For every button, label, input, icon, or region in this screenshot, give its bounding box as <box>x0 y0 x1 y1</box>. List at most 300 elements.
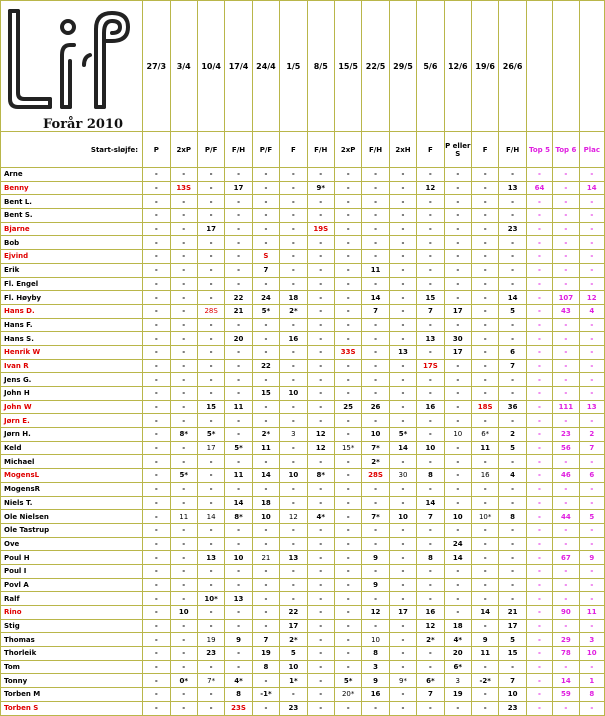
score-cell: - <box>225 168 252 182</box>
table-row <box>1 551 605 565</box>
score-cell: 16 <box>471 469 498 483</box>
score-cell: 18 <box>280 291 307 305</box>
score-cell: - <box>389 263 416 277</box>
score-cell: - <box>444 209 471 223</box>
summary-cell: - <box>553 387 579 401</box>
score-cell: - <box>471 373 498 387</box>
score-cell: - <box>280 277 307 291</box>
score-cell: - <box>444 414 471 428</box>
table-row <box>1 277 605 291</box>
score-cell: - <box>471 551 498 565</box>
score-cell: - <box>389 387 416 401</box>
table-row <box>1 359 605 373</box>
score-cell: - <box>499 195 526 209</box>
score-cell: - <box>307 263 334 277</box>
date-header: 3/4 <box>170 1 197 132</box>
summary-cell: - <box>579 619 604 633</box>
loop-header: F <box>280 132 307 168</box>
summary-cell: - <box>526 332 552 346</box>
score-cell: 11 <box>471 647 498 661</box>
score-cell: 17 <box>197 222 224 236</box>
loop-header: F/H <box>225 132 252 168</box>
score-cell: - <box>499 318 526 332</box>
score-cell: - <box>389 195 416 209</box>
score-cell: - <box>362 523 389 537</box>
participant-name: Arne <box>1 168 143 182</box>
score-cell: 13 <box>389 345 416 359</box>
score-cell: - <box>307 400 334 414</box>
summary-cell: - <box>526 564 552 578</box>
participant-name: Jens G. <box>1 373 143 387</box>
score-cell: - <box>334 209 361 223</box>
score-cell: 12 <box>417 619 444 633</box>
score-cell: 4* <box>307 510 334 524</box>
summary-cell: 56 <box>553 441 579 455</box>
score-cell: - <box>252 373 279 387</box>
score-cell: 5* <box>170 469 197 483</box>
score-cell: - <box>499 537 526 551</box>
score-cell: 21 <box>225 304 252 318</box>
score-cell: - <box>280 181 307 195</box>
loop-header: P/F <box>252 132 279 168</box>
score-cell: - <box>389 332 416 346</box>
score-cell: 13 <box>225 592 252 606</box>
participant-name: Michael <box>1 455 143 469</box>
score-cell: 2* <box>280 304 307 318</box>
summary-header-spacer <box>579 1 604 132</box>
score-cell: - <box>280 400 307 414</box>
score-cell: - <box>334 537 361 551</box>
score-cell: - <box>143 181 170 195</box>
participant-name: Jørn E. <box>1 414 143 428</box>
score-cell: - <box>197 482 224 496</box>
score-cell: - <box>389 537 416 551</box>
summary-cell: - <box>526 359 552 373</box>
score-cell: - <box>170 414 197 428</box>
score-cell: 10 <box>280 469 307 483</box>
score-cell: - <box>444 168 471 182</box>
score-cell: 7 <box>417 510 444 524</box>
score-cell: - <box>471 688 498 702</box>
participant-name: Ole Nielsen <box>1 510 143 524</box>
score-cell: 19S <box>307 222 334 236</box>
summary-cell: 46 <box>553 469 579 483</box>
summary-cell: 64 <box>526 181 552 195</box>
summary-header: Plac <box>579 132 604 168</box>
date-header: 19/6 <box>471 1 498 132</box>
summary-cell: - <box>553 373 579 387</box>
summary-cell: - <box>526 387 552 401</box>
score-cell: 5* <box>225 441 252 455</box>
loop-header: F/H <box>307 132 334 168</box>
score-cell: 10 <box>362 428 389 442</box>
score-cell: - <box>170 291 197 305</box>
summary-cell: 78 <box>553 647 579 661</box>
score-cell: 9* <box>307 181 334 195</box>
score-cell: - <box>444 250 471 264</box>
score-cell: - <box>225 387 252 401</box>
score-cell: - <box>143 578 170 592</box>
summary-cell: - <box>579 277 604 291</box>
score-cell: 22 <box>280 606 307 620</box>
score-cell: - <box>417 318 444 332</box>
score-cell: - <box>280 373 307 387</box>
table-row <box>1 619 605 633</box>
score-cell: - <box>499 578 526 592</box>
score-cell: - <box>170 250 197 264</box>
score-cell: - <box>417 195 444 209</box>
score-cell: - <box>170 277 197 291</box>
summary-cell: 111 <box>553 400 579 414</box>
score-cell: - <box>252 318 279 332</box>
score-cell: 7 <box>499 359 526 373</box>
score-cell: - <box>197 606 224 620</box>
score-cell: - <box>225 277 252 291</box>
score-cell: - <box>280 523 307 537</box>
table-row <box>1 688 605 702</box>
summary-cell: - <box>553 250 579 264</box>
score-cell: 14 <box>499 291 526 305</box>
summary-cell: - <box>526 496 552 510</box>
score-cell: - <box>170 263 197 277</box>
score-cell: 17 <box>225 181 252 195</box>
score-cell: 10 <box>170 606 197 620</box>
participant-name: Ejvind <box>1 250 143 264</box>
summary-cell: - <box>553 195 579 209</box>
score-cell: - <box>334 304 361 318</box>
score-cell: - <box>252 209 279 223</box>
score-cell: - <box>307 414 334 428</box>
score-cell: - <box>307 537 334 551</box>
score-cell: - <box>280 236 307 250</box>
score-cell: - <box>280 414 307 428</box>
score-cell: - <box>444 578 471 592</box>
score-cell: - <box>143 496 170 510</box>
score-cell: - <box>499 277 526 291</box>
score-cell: - <box>334 496 361 510</box>
score-cell: - <box>471 181 498 195</box>
club-logo <box>4 5 138 113</box>
score-cell: - <box>225 263 252 277</box>
score-cell: - <box>334 291 361 305</box>
score-cell: 15 <box>417 291 444 305</box>
score-cell: - <box>362 619 389 633</box>
summary-cell: - <box>526 195 552 209</box>
score-cell: - <box>389 222 416 236</box>
score-cell: - <box>334 510 361 524</box>
participant-name: Jørn H. <box>1 428 143 442</box>
score-cell: - <box>170 592 197 606</box>
date-header: 27/3 <box>143 1 170 132</box>
score-cell: - <box>225 250 252 264</box>
score-cell: - <box>417 387 444 401</box>
score-cell: - <box>307 701 334 715</box>
score-cell: - <box>307 496 334 510</box>
score-cell: - <box>143 168 170 182</box>
score-cell: - <box>471 387 498 401</box>
participant-name: Hans S. <box>1 332 143 346</box>
summary-cell: 4 <box>579 304 604 318</box>
score-cell: - <box>307 619 334 633</box>
score-cell: 11 <box>225 400 252 414</box>
summary-cell: - <box>526 428 552 442</box>
score-cell: - <box>389 551 416 565</box>
score-cell: - <box>444 195 471 209</box>
summary-cell: - <box>526 674 552 688</box>
score-cell: 16 <box>417 606 444 620</box>
score-cell: - <box>334 195 361 209</box>
score-cell: - <box>334 551 361 565</box>
summary-cell: - <box>526 482 552 496</box>
score-cell: - <box>417 345 444 359</box>
start-loop-label: Start-sløjfe: <box>1 132 143 168</box>
score-cell: - <box>499 263 526 277</box>
score-cell: 11 <box>362 263 389 277</box>
score-cell: - <box>170 359 197 373</box>
score-cell: - <box>280 168 307 182</box>
score-cell: - <box>444 263 471 277</box>
summary-cell: - <box>579 496 604 510</box>
participant-name: Poul H <box>1 551 143 565</box>
score-cell: 5 <box>499 441 526 455</box>
score-cell: - <box>252 592 279 606</box>
score-cell: - <box>362 318 389 332</box>
score-cell: -1* <box>252 688 279 702</box>
summary-header-spacer <box>526 1 552 132</box>
summary-cell: 59 <box>553 688 579 702</box>
score-cell: - <box>334 619 361 633</box>
score-cell: - <box>143 277 170 291</box>
table-row <box>1 414 605 428</box>
summary-cell: - <box>526 647 552 661</box>
summary-cell: - <box>553 332 579 346</box>
score-cell: - <box>444 318 471 332</box>
score-cell: 10 <box>225 551 252 565</box>
score-cell: - <box>170 633 197 647</box>
score-cell: - <box>389 291 416 305</box>
score-cell: 23 <box>499 222 526 236</box>
summary-header-spacer <box>553 1 579 132</box>
score-cell: - <box>143 660 170 674</box>
score-cell: - <box>471 496 498 510</box>
summary-cell: - <box>579 222 604 236</box>
score-cell: - <box>444 496 471 510</box>
participant-name: Thorleik <box>1 647 143 661</box>
score-cell: - <box>143 482 170 496</box>
score-cell: - <box>197 701 224 715</box>
results-body <box>1 168 605 716</box>
score-cell: - <box>499 168 526 182</box>
score-cell: - <box>225 195 252 209</box>
score-cell: - <box>417 701 444 715</box>
table-row <box>1 606 605 620</box>
score-cell: - <box>170 455 197 469</box>
score-cell: - <box>334 633 361 647</box>
score-cell: - <box>307 373 334 387</box>
score-cell: - <box>417 263 444 277</box>
score-cell: - <box>471 291 498 305</box>
score-cell: 2* <box>280 633 307 647</box>
score-cell: - <box>170 168 197 182</box>
score-cell: - <box>389 633 416 647</box>
score-cell: - <box>197 195 224 209</box>
summary-cell: - <box>526 236 552 250</box>
score-cell: - <box>252 619 279 633</box>
score-cell: - <box>197 537 224 551</box>
score-cell: - <box>334 660 361 674</box>
table-row <box>1 263 605 277</box>
score-cell: 5* <box>389 428 416 442</box>
score-cell: - <box>334 523 361 537</box>
score-cell: 5* <box>252 304 279 318</box>
score-cell: - <box>471 277 498 291</box>
table-row <box>1 523 605 537</box>
score-cell: - <box>252 332 279 346</box>
summary-cell: - <box>553 414 579 428</box>
score-cell: - <box>307 674 334 688</box>
score-cell: - <box>334 181 361 195</box>
score-cell: - <box>280 209 307 223</box>
score-cell: 21 <box>499 606 526 620</box>
score-cell: - <box>499 564 526 578</box>
score-cell: - <box>389 592 416 606</box>
score-cell: - <box>280 578 307 592</box>
summary-cell: - <box>526 291 552 305</box>
table-row <box>1 592 605 606</box>
score-cell: - <box>389 688 416 702</box>
score-cell: - <box>170 551 197 565</box>
summary-cell: - <box>553 660 579 674</box>
score-cell: - <box>444 359 471 373</box>
score-cell: - <box>197 660 224 674</box>
score-cell: - <box>197 359 224 373</box>
score-cell: - <box>444 606 471 620</box>
summary-cell: - <box>553 209 579 223</box>
score-cell: - <box>334 359 361 373</box>
score-cell: - <box>252 277 279 291</box>
summary-header: Top 5 <box>526 132 552 168</box>
summary-cell: - <box>579 387 604 401</box>
score-cell: 14 <box>362 291 389 305</box>
score-cell: 17S <box>417 359 444 373</box>
score-cell: - <box>389 414 416 428</box>
score-cell: - <box>170 523 197 537</box>
score-cell: - <box>197 318 224 332</box>
score-cell: - <box>334 414 361 428</box>
score-cell: - <box>225 222 252 236</box>
score-cell: - <box>143 523 170 537</box>
summary-cell: - <box>526 250 552 264</box>
score-cell: - <box>499 551 526 565</box>
score-cell: 12 <box>362 606 389 620</box>
score-cell: - <box>143 537 170 551</box>
participant-name: Bent S. <box>1 209 143 223</box>
score-cell: 24 <box>444 537 471 551</box>
score-cell: - <box>389 496 416 510</box>
score-cell: 23 <box>280 701 307 715</box>
summary-cell: - <box>579 359 604 373</box>
score-cell: - <box>252 222 279 236</box>
score-cell: 10 <box>499 688 526 702</box>
table-row <box>1 482 605 496</box>
score-cell: - <box>471 578 498 592</box>
score-cell: - <box>197 688 224 702</box>
score-cell: 30 <box>389 469 416 483</box>
table-row <box>1 469 605 483</box>
score-cell: - <box>362 236 389 250</box>
score-cell: 9 <box>362 578 389 592</box>
score-cell: - <box>252 578 279 592</box>
score-cell: - <box>417 660 444 674</box>
score-cell: - <box>362 209 389 223</box>
score-cell: - <box>280 564 307 578</box>
loop-header: 2xP <box>334 132 361 168</box>
score-cell: - <box>170 222 197 236</box>
score-cell: 26 <box>362 400 389 414</box>
score-cell: - <box>225 523 252 537</box>
score-cell: - <box>471 523 498 537</box>
summary-cell: - <box>579 195 604 209</box>
score-cell: - <box>417 482 444 496</box>
score-cell: - <box>307 291 334 305</box>
table-row <box>1 181 605 195</box>
score-cell: - <box>225 537 252 551</box>
table-row <box>1 236 605 250</box>
score-cell: - <box>225 359 252 373</box>
score-cell: 7 <box>252 263 279 277</box>
score-cell: 11 <box>471 441 498 455</box>
score-cell: 8* <box>170 428 197 442</box>
date-header: 12/6 <box>444 1 471 132</box>
score-cell: 14 <box>252 469 279 483</box>
summary-cell: 29 <box>553 633 579 647</box>
score-cell: 10 <box>280 387 307 401</box>
loop-header: P <box>143 132 170 168</box>
score-cell: - <box>389 236 416 250</box>
date-header: 29/5 <box>389 1 416 132</box>
score-cell: 9 <box>362 674 389 688</box>
score-cell: - <box>444 277 471 291</box>
date-header: 26/6 <box>499 1 526 132</box>
participant-name: Tom <box>1 660 143 674</box>
participant-name: Ove <box>1 537 143 551</box>
participant-name: Bob <box>1 236 143 250</box>
score-cell: 13 <box>499 181 526 195</box>
score-cell: - <box>334 592 361 606</box>
score-cell: - <box>362 222 389 236</box>
summary-cell: - <box>526 441 552 455</box>
loop-header: F <box>417 132 444 168</box>
date-header: 24/4 <box>252 1 279 132</box>
score-cell: - <box>280 345 307 359</box>
score-cell: -2* <box>471 674 498 688</box>
summary-cell: 107 <box>553 291 579 305</box>
date-header: 17/4 <box>225 1 252 132</box>
score-cell: - <box>170 318 197 332</box>
score-cell: 7 <box>362 304 389 318</box>
summary-cell: 12 <box>579 291 604 305</box>
score-cell: - <box>444 441 471 455</box>
score-cell: - <box>444 592 471 606</box>
score-cell: 14 <box>444 551 471 565</box>
score-cell: S <box>252 250 279 264</box>
score-cell: - <box>170 345 197 359</box>
summary-cell: - <box>553 523 579 537</box>
score-cell: 8* <box>225 510 252 524</box>
score-cell: - <box>143 701 170 715</box>
score-cell: 7 <box>417 688 444 702</box>
summary-cell: - <box>579 236 604 250</box>
